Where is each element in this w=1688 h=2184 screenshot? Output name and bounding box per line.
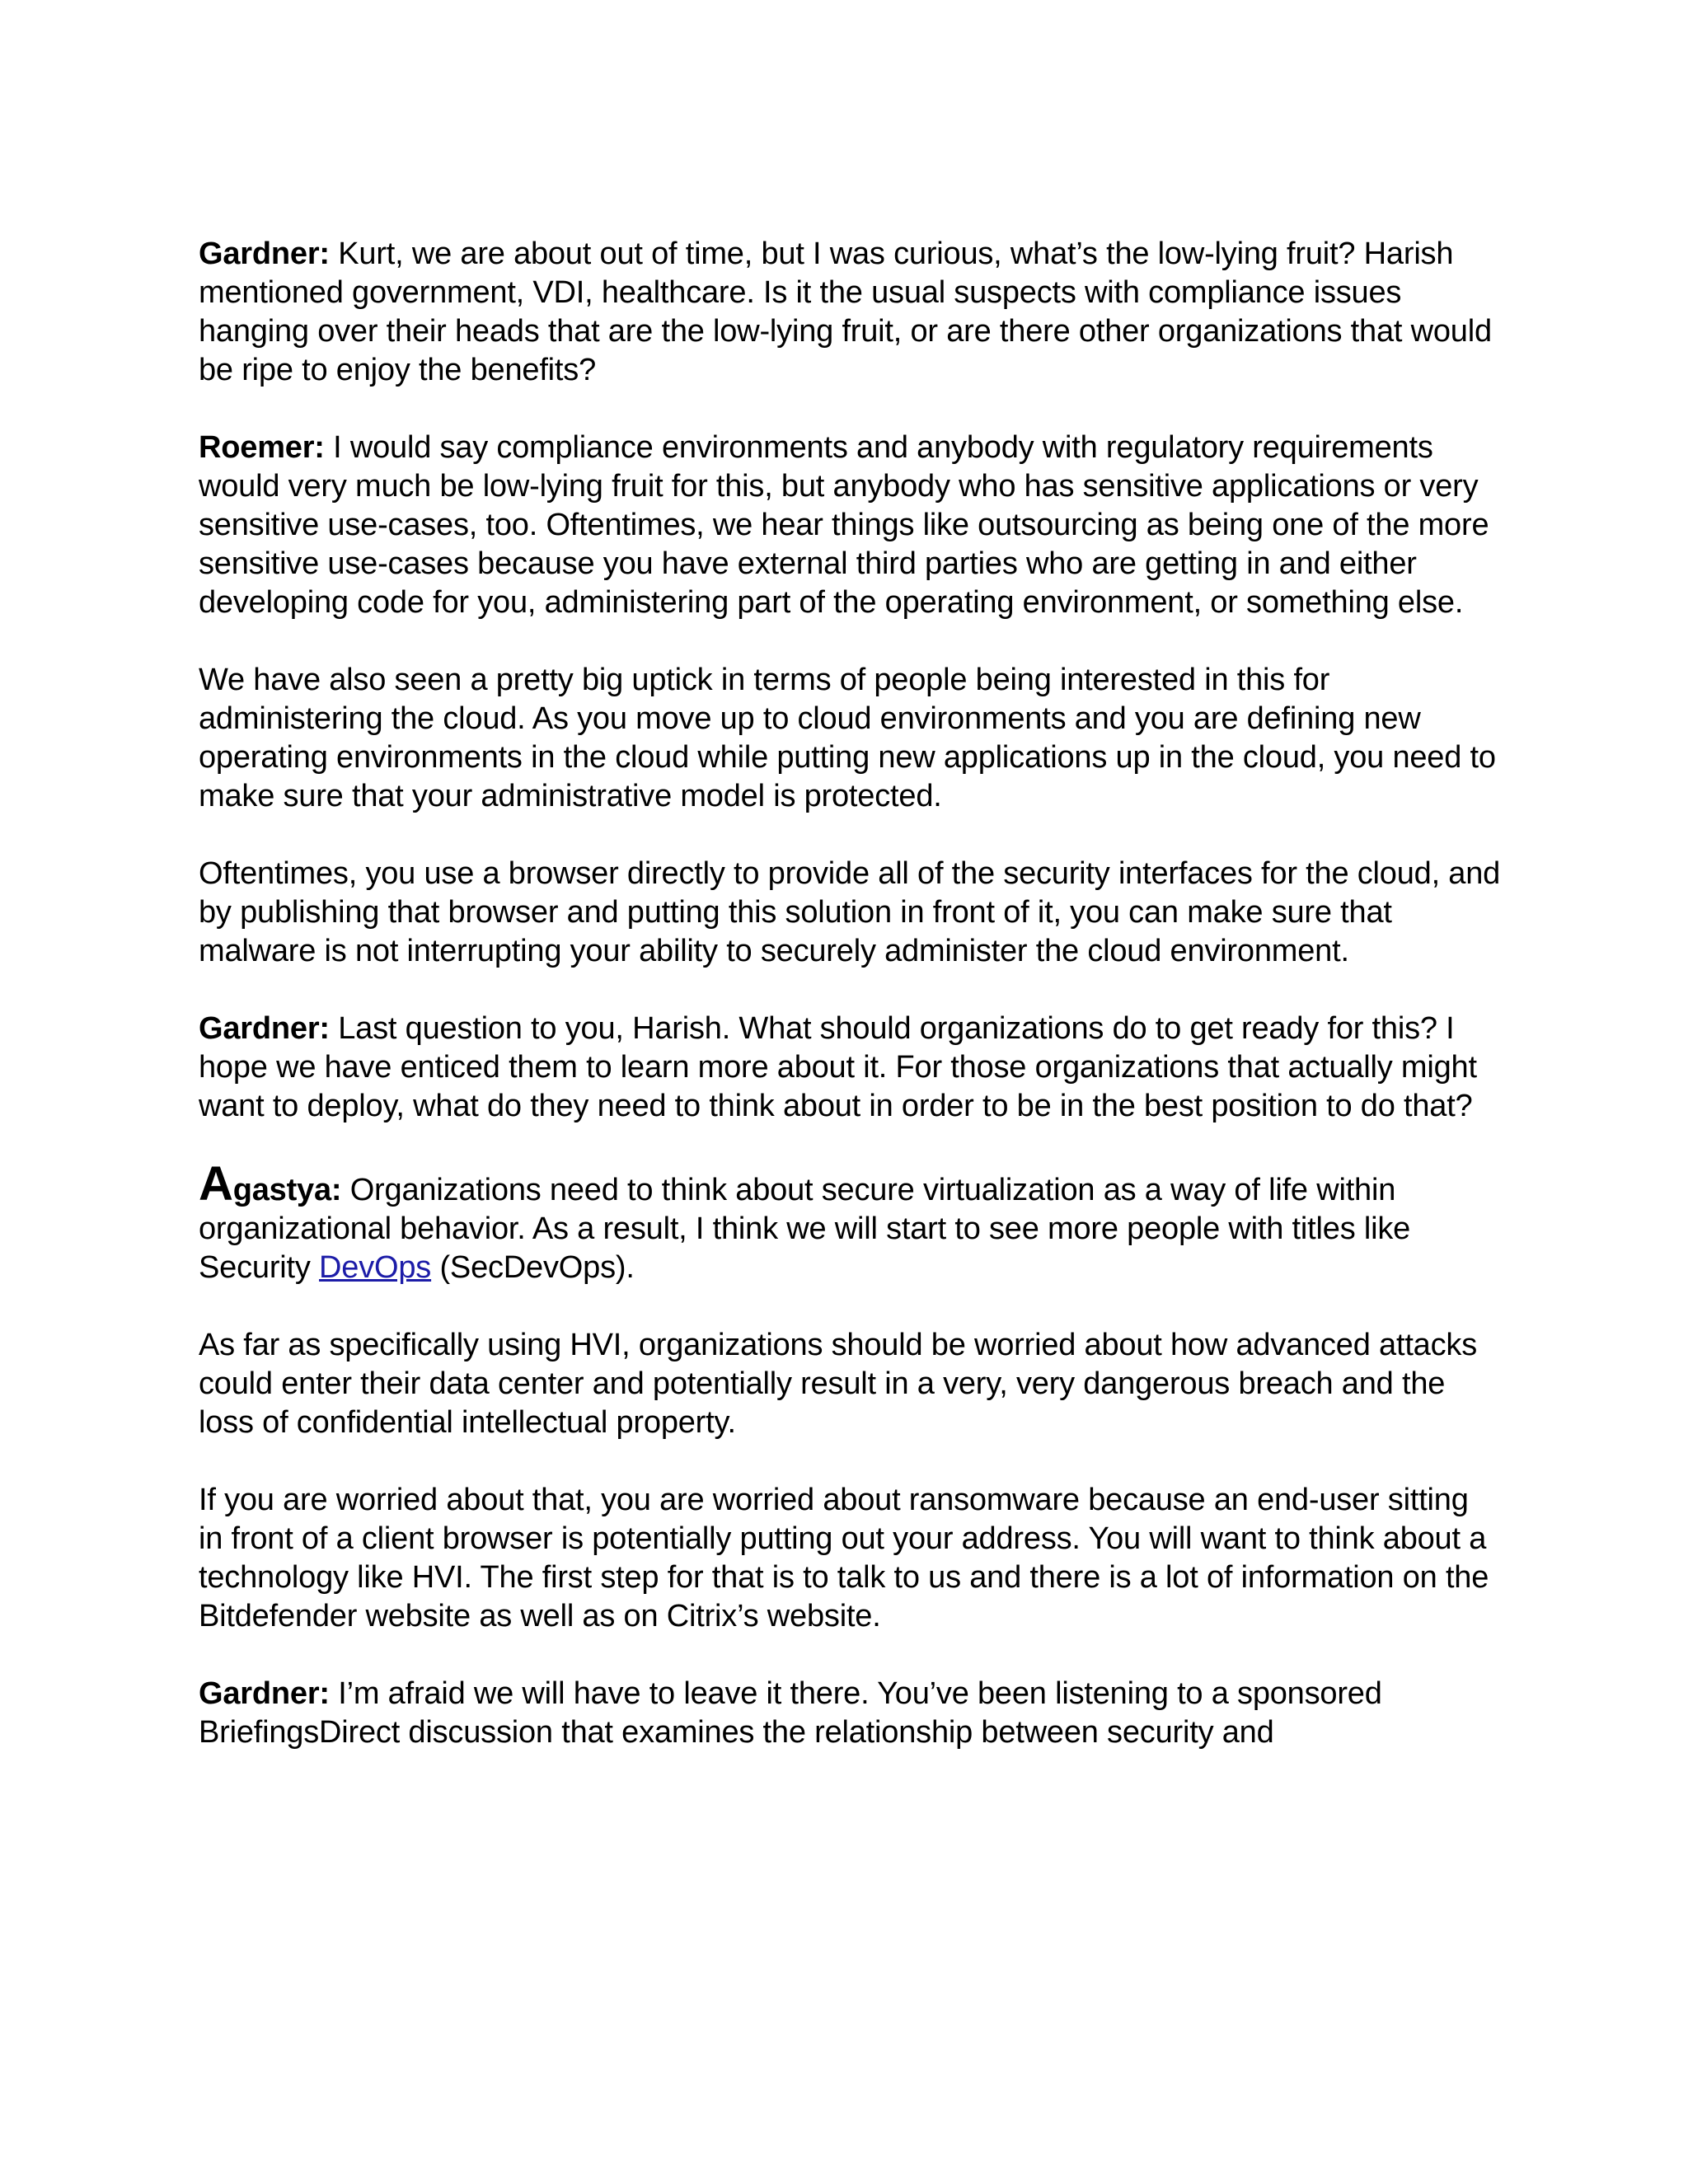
paragraph-text: Organizations need to think about secure virtualization as a way of life within organizational behavior. As a result, I think we will start to see more people with titles like Security (199, 1173, 1411, 1285)
paragraph-text: I would say compliance environments and anybody with regulatory requirements would very much be low-lying fruit for this, but anybody who has sensitive applications or very sensitive use-cases, too. Oftentimes, we hear things like outsourcing as being one of the more sensitive use-cases because you have external third parties who are getting in and either developing code for you, administering part of the operating environment, or something else. (199, 430, 1489, 620)
document-body (199, 235, 1501, 1791)
paragraph-text: Oftentimes, you use a browser directly to provide all of the security interfaces for the cloud, and by publishing that browser and putting this solution in front of it, you can make sure that malware is not interrupting your ability to securely administer the cloud environment. (199, 856, 1501, 968)
paragraph-gardner-closing (199, 1675, 1501, 1752)
drop-cap: A (199, 1157, 233, 1211)
paragraph-hvi-attacks (199, 1326, 1501, 1442)
speaker-label: Gardner: (199, 1011, 330, 1046)
paragraph-gardner-question-2 (199, 1010, 1501, 1126)
speaker-label: gastya: (232, 1173, 342, 1207)
paragraph-text: I’m afraid we will have to leave it there. You’ve been listening to a sponsored BriefingsDirect discussion that examines the relationship between security and (199, 1676, 1382, 1750)
speaker-label: Gardner: (199, 237, 330, 271)
paragraph-text: We have also seen a pretty big uptick in terms of people being interested in this for administering the cloud. As you move up to cloud environments and you are defining new operating environments in the cloud while putting new applications up in the cloud, you need to make sure that your administrative model is protected. (199, 663, 1496, 813)
paragraph-cloud-uptick (199, 661, 1501, 816)
speaker-label: Roemer: (199, 430, 325, 465)
paragraph-gardner-question-1 (199, 235, 1501, 390)
paragraph-text: Last question to you, Harish. What should organizations do to get ready for this? I hope we have enticed them to learn more about it. For those organizations that actually might want to deploy, what do they need to think about in order to be in the best position to do that? (199, 1011, 1477, 1123)
paragraph-text: As far as specifically using HVI, organizations should be worried about how advanced attacks could enter their data center and potentially result in a very, very dangerous breach and the loss of confidential intellectual property. (199, 1328, 1478, 1440)
paragraph-agastya-answer (199, 1157, 1501, 1287)
paragraph-text: Kurt, we are about out of time, but I was curious, what’s the low-lying fruit? Harish mentioned government, VDI, healthcare. Is it the usual suspects with compliance issues hanging over their heads that are the low-lying fruit, or are there other organizations that would be ripe to enjoy the benefits? (199, 237, 1492, 387)
paragraph-ransomware (199, 1481, 1501, 1636)
paragraph-roemer-answer (199, 429, 1501, 622)
paragraph-browser-security (199, 855, 1501, 971)
paragraph-text-after-link: (SecDevOps). (431, 1250, 635, 1285)
speaker-label: Gardner: (199, 1676, 330, 1711)
devops-link[interactable]: DevOps (319, 1250, 432, 1285)
paragraph-text: If you are worried about that, you are worried about ransomware because an end-user sitting in front of a client browser is potentially putting out your address. You will want to think about a technology like HVI. The first step for that is to talk to us and there is a lot of information on the Bitdefender website as well as on Citrix’s website. (199, 1483, 1489, 1633)
